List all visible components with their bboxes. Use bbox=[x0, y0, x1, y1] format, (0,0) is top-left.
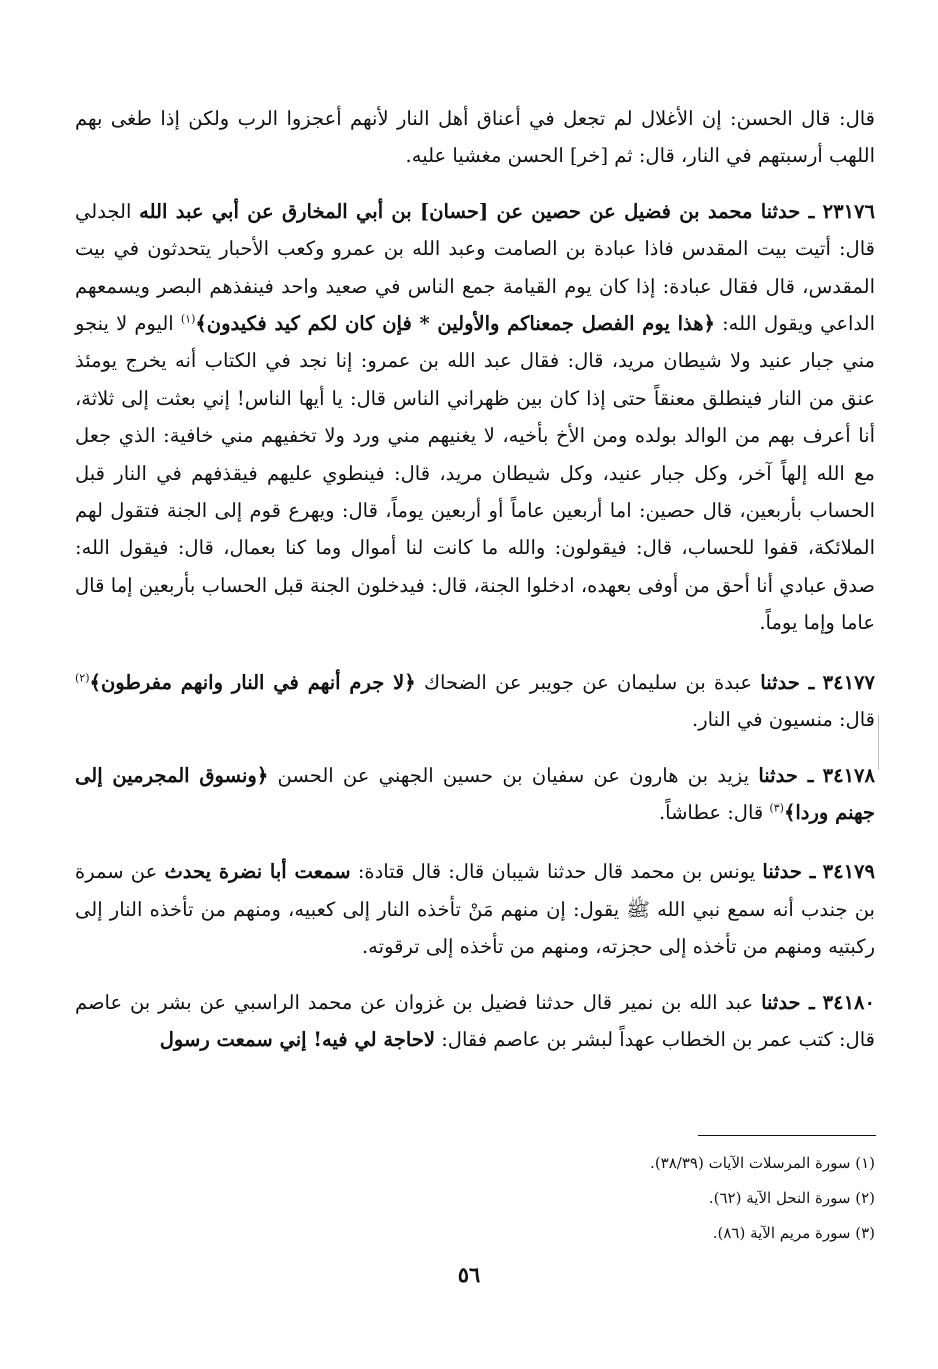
paragraph-text: قال: قال الحسن: إن الأغلال لم تجعل في أعناق أهل النار لأنهم أعجزوا الرب ولكن إذا طغى بهم اللهب أرسبتهم في النار، قال: ثم [خر] الحسن مغشيا عليه. bbox=[75, 107, 875, 168]
footnote-separator bbox=[698, 1135, 876, 1136]
paragraph-text: يونس بن محمد قال حدثنا شيبان قال: قال قتادة: bbox=[357, 860, 756, 884]
paragraph-text: الجدلي قال: أتيت بيت المقدس فاذا عبادة بن الصامت وعبد الله بن عمرو وكعب الأحبار يتحدثون في بيت المقدس، قال فقال عبادة: إذا كان يوم القيامة جمع الناس في صعيد واحد فينفذهم البصر ويسمعهم الداعي ويقول الله: bbox=[75, 199, 876, 336]
margin-mark bbox=[878, 715, 881, 770]
hadith-number: ٣٤١٧٩ bbox=[822, 860, 876, 884]
page-number: ٥٦ bbox=[457, 1262, 481, 1287]
footnote-3: (٣) سورة مريم الآية (٨٦). bbox=[712, 1224, 875, 1242]
paragraph-1 bbox=[75, 100, 875, 175]
footnotes bbox=[75, 1146, 875, 1251]
hadith-lead: ـ حدثنا bbox=[762, 860, 816, 884]
footnote-ref-3: (٣) bbox=[769, 801, 784, 815]
paragraph-34180 bbox=[75, 984, 875, 1059]
paragraph-34179 bbox=[75, 853, 875, 965]
footnote-2: (٢) سورة النحل الآية (٦٢). bbox=[708, 1189, 875, 1207]
hadith-number: ٣٤١٧٧ bbox=[822, 670, 875, 694]
page-body bbox=[75, 100, 875, 1058]
footnote-ref-1: (١) bbox=[180, 312, 196, 326]
quran-quote: ﴿هذا يوم الفصل جمعناكم والأولين * فإن كان لكم كيد فكيدون﴾ bbox=[195, 312, 715, 336]
quran-quote: ﴿لا جرم أنهم في النار وانهم مفرطون﴾ bbox=[89, 670, 416, 694]
paragraph-bold-text: لاحاجة لي فيه! إني سمعت رسول bbox=[159, 1027, 435, 1051]
paragraph-bold-text: سمعت أبا نضرة يحدث bbox=[164, 860, 351, 884]
paragraph-text: عبد الله بن نمير قال حدثنا فضيل بن غزوان عن محمد الراسبي عن بشر بن عاصم قال: كتب عمر بن الخطاب عهداً لبشر بن عاصم فقال: bbox=[75, 990, 875, 1051]
paragraph-text-continued: عن سمرة بن جندب أنه سمع نبي الله ﷺ يقول: إن منهم مَنْ تأخذه النار إلى كعبيه، ومنهم من تأخذه النار إلى ركبتيه ومنهم من تأخذه إلى حجزته، ومنهم من تأخذه إلى ترقوته. bbox=[75, 860, 875, 959]
paragraph-34176 bbox=[75, 193, 875, 642]
hadith-number: ٣٤١٧٨ bbox=[822, 763, 876, 787]
quran-quote: ﴿ونسوق المجرمين إلى جهنم وردا﴾ bbox=[75, 763, 875, 824]
hadith-lead: ٢٣١٧٦ ـ حدثنا محمد بن فضيل عن حصين عن [حسان] بن أبي المخارق عن أبي عبد الله bbox=[139, 199, 875, 223]
paragraph-text-continued: قال: منسيون في النار. bbox=[692, 708, 875, 732]
paragraph-34177 bbox=[75, 664, 875, 739]
paragraph-text: يزيد بن هارون عن سفيان بن حسين الجهني عن الحسن bbox=[277, 763, 750, 787]
footnote-1: (١) سورة المرسلات الآيات (٣٨/٣٩). bbox=[650, 1154, 875, 1172]
hadith-number: ٣٤١٨٠ bbox=[822, 990, 875, 1014]
paragraph-34178 bbox=[75, 757, 875, 832]
paragraph-text-continued: اليوم لا ينجو مني جبار عنيد ولا شيطان مريد، قال: فقال عبد الله بن عمرو: إنا نجد في الكتاب أنه يخرج يومئذ عنق من النار فينطلق معنقاً حتى إذا كان بين ظهراني الناس قال: يا أيها الناس! إني بعثت إلى ثلاثة، أنا أعرف بهم من الوالد بولده ومن الأخ بأخيه، لا يغنيهم مني ورد ولا تخفيهم مني خافية: الذي جعل مع الله إلهاً آخر، وكل جبار عنيد، وكل شيطان مريد، قال: فينطوي عليهم فيقذفهم في النار قبل الحساب بأربعين، قال حصين: اما أربعين عاماً أو أربعين يوماً، قال: ويهرع قوم إلى الجنة فتقول لهم الملائكة، قفوا للحساب، قال: فيقولون: والله ما كانت لنا أموال وما كنا بعمال، قال: فيقول الله: صدق عبادي أنا أحق من أوفى بعهده، ادخلوا الجنة، قال: فيدخلون الجنة قبل الحساب بأربعين إما قال عاما وإما يوماً. bbox=[75, 312, 875, 635]
paragraph-text-continued: قال: عطاشاً. bbox=[658, 800, 764, 824]
paragraph-text: عبدة بن سليمان عن جويبر عن الضحاك bbox=[423, 670, 752, 694]
hadith-lead: ـ حدثنا bbox=[760, 670, 815, 694]
hadith-lead: ـ حدثنا bbox=[761, 990, 815, 1014]
hadith-lead: ـ حدثنا bbox=[758, 763, 814, 787]
footnote-ref-2: (٢) bbox=[75, 671, 90, 685]
